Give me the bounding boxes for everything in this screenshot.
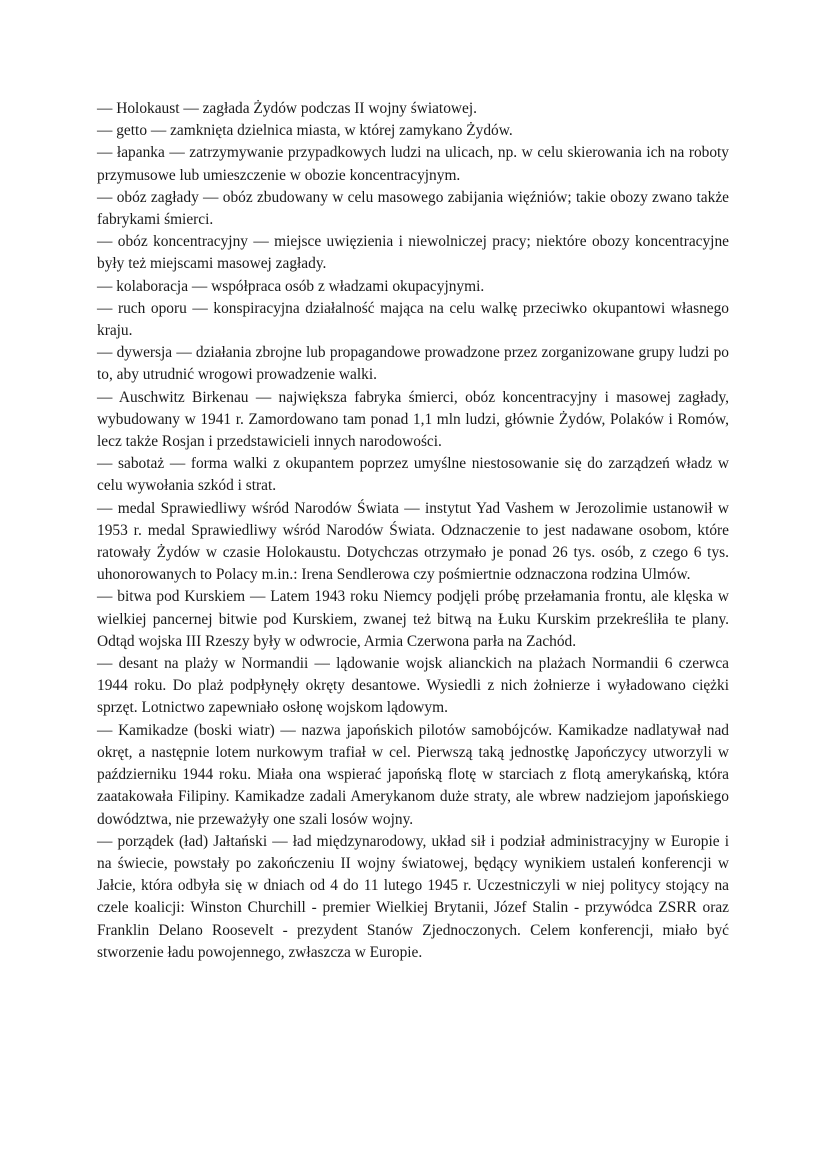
entry-oboz-koncentracyjny: — obóz koncentracyjny — miejsce uwięzienia i niewolniczej pracy; niektóre obozy koncentracyjne były też miejscami masowej zagłady.: [97, 233, 729, 273]
glossary-text: [97, 98, 729, 964]
entry-kursk: — bitwa pod Kurskiem — Latem 1943 roku Niemcy podjęli próbę przełamania frontu, ale klęska w wielkiej pancernej bitwie pod Kurskiem, zwanej też bitwą na Łuku Kurskim przekreśliła te plany. Odtąd wojska III Rzeszy były w odwrocie, Armia Czerwona parła na Zachód.: [97, 588, 729, 650]
entry-jalta: — porządek (ład) Jałtański — ład międzynarodowy, układ sił i podział administracyjny w Europie i na świecie, powstały po zakończeniu II wojny światowej, będący wynikiem ustaleń konferencji w Jałcie, która odbyła się w dniach od 4 do 11 lutego 1945 r. Uczestniczyli w niej politycy stojący na czele koalicji: Winston Churchill - premier Wielkiej Brytanii, Józef Stalin - przywódca ZSRR oraz Franklin Delano Roosevelt - prezydent Stanów Zjednoczonych. Celem konferencji, miało być stworzenie ładu powojennego, zwłaszcza w Europie.: [97, 832, 729, 961]
entry-lapanka: — łapanka — zatrzymywanie przypadkowych ludzi na ulicach, np. w celu skierowania ich na roboty przymusowe lub umieszczenie w obozie koncentracyjnym.: [97, 144, 729, 184]
entry-sabotaz: — sabotaż — forma walki z okupantem poprzez umyślne niestosowanie się do zarządzeń władz w celu wywołania szkód i strat.: [97, 455, 729, 495]
entry-ruch-oporu: — ruch oporu — konspiracyjna działalność mająca na celu walkę przeciwko okupantowi własnego kraju.: [97, 299, 729, 340]
entry-holokaust: — Holokaust — zagłada Żydów podczas II wojny światowej.: [97, 100, 477, 117]
entry-getto: — getto — zamknięta dzielnica miasta, w której zamykano Żydów.: [97, 122, 513, 140]
entry-normandia: — desant na plaży w Normandii — lądowanie wojsk alianckich na plażach Normandii 6 czerwca 1944 roku. Do plaż podpłynęły okręty desantowe. Wysiedli z nich żołnierze i wyładowano ciężki sprzęt. Lotnictwo zapewniało osłonę wojskom lądowym.: [97, 655, 729, 717]
entry-kamikadze: — Kamikadze (boski wiatr) — nazwa japońskich pilotów samobójców. Kamikadze nadlatywał nad okręt, a następnie lotem nurkowym trafiał w cel. Pierwszą taką jednostkę Japończycy utworzyli w październiku 1944 roku. Miała ona wspierać japońską flotę w starciach z flotą amerykańską, która zaatakowała Filipiny. Kamikadze zadali Amerykanom duże straty, ale wbrew nadziejom japońskiego dowództwa, nie przeważyły one szali losów wojny.: [97, 721, 729, 828]
entry-auschwitz: — Auschwitz Birkenau — największa fabryka śmierci, obóz koncentracyjny i masowej zagłady, wybudowany w 1941 r. Zamordowano tam ponad 1,1 mln ludzi, głównie Żydów, Polaków i Romów, lecz także Rosjan i przedstawicieli innych narodowości.: [97, 388, 729, 451]
entry-oboz-zaglady: — obóz zagłady — obóz zbudowany w celu masowego zabijania więźniów; takie obozy zwano także fabrykami śmierci.: [97, 188, 729, 229]
entry-sprawiedliwy: — medal Sprawiedliwy wśród Narodów Świata — instytut Yad Vashem w Jerozolimie ustanowił w 1953 r. medal Sprawiedliwy wśród Narodów Świata. Odznaczenie to jest nadawane osobom, które ratowały Żydów w czasie Holokaustu. Dotychczas otrzymało je ponad 26 tys. osób, z czego 6 tys. uhonorowanych to Polacy m.in.: Irena Sendlerowa czy pośmiertnie odznaczona rodzina Ulmów.: [97, 499, 729, 584]
entry-dywersja: — dywersja — działania zbrojne lub propagandowe prowadzone przez zorganizowane grupy ludzi po to, aby utrudnić wrogowi prowadzenie walki.: [97, 344, 729, 384]
entry-kolaboracja: — kolaboracja — współpraca osób z władzami okupacyjnymi.: [97, 277, 485, 295]
